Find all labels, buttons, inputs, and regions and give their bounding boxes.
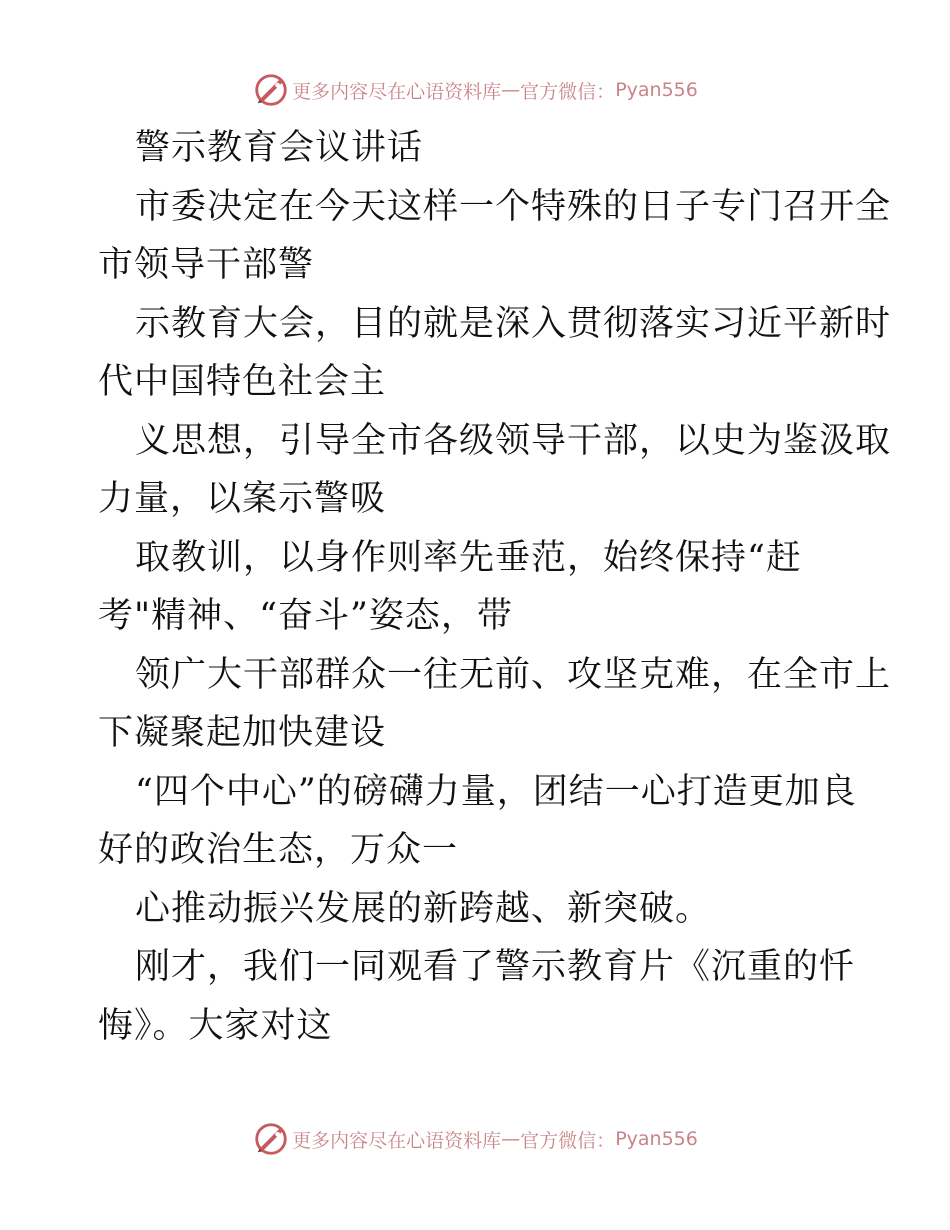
paragraph-line: 力量，以案示警吸 — [98, 479, 387, 519]
paragraph-line: 悔》。大家对这 — [98, 1006, 333, 1046]
paragraph-line: 好的政治生态，万众一 — [98, 830, 459, 870]
paragraph-line: “四个中心”的磅礴力量，团结一心打造更加良 — [135, 772, 857, 812]
paragraph-line: 刚才，我们一同观看了警示教育片《沉重的忏 — [135, 947, 856, 987]
pen-circle-logo-icon — [252, 71, 290, 109]
paragraph-line: 考"精神、“奋斗”姿态，带 — [98, 596, 513, 636]
paragraph-line: 市委决定在今天这样一个特殊的日子专门召开全 — [135, 187, 892, 227]
watermark-wechat-id: Pyan556 — [615, 1128, 698, 1150]
footer-watermark — [0, 1117, 950, 1161]
paragraph-line: 义思想，引导全市各级领导干部，以史为鉴汲取 — [135, 421, 892, 461]
header-watermark — [0, 68, 950, 112]
watermark-main-text: 更多内容尽在心语资料库 — [292, 80, 502, 103]
paragraph-line: 领广大干部群众一往无前、攻坚克难，在全市上 — [135, 655, 892, 695]
paragraph-line: 下凝聚起加快建设 — [98, 713, 387, 753]
watermark-separator: — — [501, 79, 521, 101]
paragraph-line: 市领导干部警 — [98, 245, 315, 285]
watermark-official-label: 官方微信： — [520, 1129, 616, 1152]
watermark-official-label: 官方微信： — [520, 80, 616, 103]
watermark-separator: — — [501, 1128, 521, 1150]
document-title: 警示教育会议讲话 — [135, 128, 424, 168]
pen-circle-logo-icon — [252, 1120, 290, 1158]
watermark-wechat-id: Pyan556 — [615, 79, 698, 101]
paragraph-line: 示教育大会，目的就是深入贯彻落实习近平新时 — [135, 304, 892, 344]
paragraph-line: 代中国特色社会主 — [98, 362, 387, 402]
watermark-main-text: 更多内容尽在心语资料库 — [292, 1129, 502, 1152]
paragraph-line: 取教训，以身作则率先垂范，始终保持“赶 — [135, 538, 802, 578]
paragraph-line: 心推动振兴发展的新跨越、新突破。 — [135, 889, 712, 929]
